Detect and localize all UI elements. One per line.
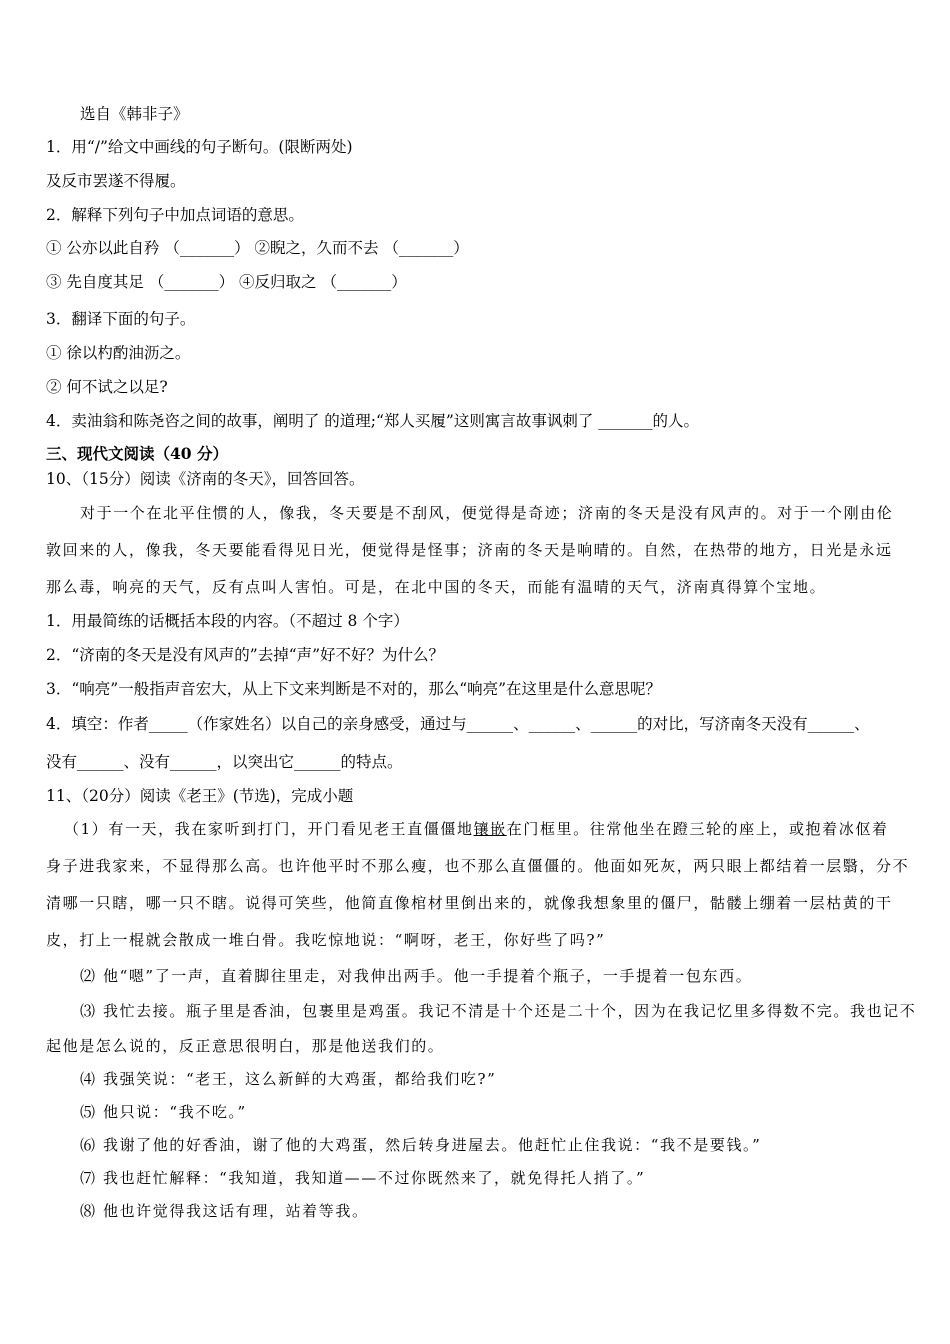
q2-prompt: 2．解释下列句子中加点词语的意思。 xyxy=(46,206,304,224)
q10-question-3: 3．“响亮”一般指声音宏大，从上下文来判断是不对的，那么“响亮”在这里是什么意思呢？ xyxy=(46,680,662,698)
q11-p1-line: 皮，打上一棍就会散成一堆白骨。我吃惊地说：“啊呀，老王，你好些了吗?” xyxy=(46,931,606,949)
q10-passage-line: 那么毒，响亮的天气，反有点叫人害怕。可是，在北中国的冬天，而能有温晴的天气，济南真得算个宝地。 xyxy=(46,578,827,596)
q11-p1-end: 在门框里。往常他坐在蹬三轮的座上，或抱着冰伛着 xyxy=(506,820,889,838)
source-line: 选自《韩非子》 xyxy=(80,105,189,123)
q11-p6: ⑹ 我谢了他的好香油，谢了他的大鸡蛋，然后转身进屋去。他赶忙止住我说：“我不是要钱。” xyxy=(80,1136,762,1154)
q11-p5: ⑸ 他只说：“我不吃。” xyxy=(80,1103,247,1121)
q11-heading: 11、（20分）阅读《老王》(节选)，完成小题 xyxy=(46,787,354,805)
q11-p2: ⑵ 他“嗯”了一声，直着脚往里走，对我伸出两手。他一手提着个瓶子，一手提着一包东西。 xyxy=(80,967,753,985)
q11-p1-line: 清哪一只瞎，哪一只不瞎。说得可笑些，他简直像棺材里倒出来的，就像我想象里的僵尸，骷髅上绷着一层枯黄的干 xyxy=(46,894,893,912)
q10-passage-line: 对于一个在北平住惯的人，像我，冬天要是不刮风，便觉得是奇迹；济南的冬天是没有风声的。对于一个刚由伦 xyxy=(80,504,894,522)
q11-p3-line: 起他是怎么说的，反正意思很明白，那是他送我们的。 xyxy=(46,1037,445,1055)
q3-prompt: 3．翻译下面的句子。 xyxy=(46,310,196,328)
q11-p8: ⑻ 他也许觉得我这话有理，站着等我。 xyxy=(80,1202,369,1220)
q11-p1-start: （1）有一天，我在家听到打门，开门看见老王直僵僵地 xyxy=(64,820,474,838)
q3-item2: ② 何不试之以足? xyxy=(46,378,168,396)
q10-question-4-cont: 没有______、没有______，以突出它______的特点。 xyxy=(46,753,403,771)
q11-p1-first-line xyxy=(64,819,889,839)
q11-p3-line: ⑶ 我忙去接。瓶子里是香油，包裹里是鸡蛋。我记不清是十个还是二十个，因为在我记忆里多得数不完。我也记不 xyxy=(80,1002,917,1020)
q11-p4: ⑷ 我强笑说：“老王，这么新鲜的大鸡蛋，都给我们吃?” xyxy=(80,1070,497,1088)
section3-title: 三、现代文阅读（40 分） xyxy=(46,444,228,463)
q1-sentence: 及反市罢遂不得履。 xyxy=(46,172,186,190)
q1-prompt: 1．用“/”给文中画线的句子断句。(限断两处) xyxy=(46,138,353,156)
q10-question-1: 1．用最简练的话概括本段的内容。（不超过 8 个字） xyxy=(46,612,409,630)
q10-heading: 10、（15分）阅读《济南的冬天》，回答回答。 xyxy=(46,470,365,488)
q3-item1: ① 徐以杓酌油沥之。 xyxy=(46,344,191,362)
q10-passage-line: 敦回来的人，像我，冬天要能看得见日光，便觉得是怪事；济南的冬天是响晴的。自然，在热带的地方，日光是永远 xyxy=(46,541,893,559)
q11-p1-line: 身子进我家来，不显得那么高。也许他平时不那么瘦，也不那么直僵僵的。他面如死灰，两只眼上都结着一层翳，分不 xyxy=(46,857,910,875)
q11-p7: ⑺ 我也赶忙解释：“我知道，我知道——不过你既然来了，就免得托人捎了。” xyxy=(80,1169,646,1187)
q10-question-4: 4．填空：作者_____（作家姓名）以自己的亲身感受，通过与______、______、______的对比，写济南冬天没有______、 xyxy=(46,715,870,733)
q2-row1: ① 公亦以此自矜 （_______） ②睨之，久而不去 （_______） xyxy=(46,239,469,257)
q4: 4．卖油翁和陈尧咨之间的故事，阐明了 的道理;“郑人买履”这则寓言故事讽刺了 _______的人。 xyxy=(46,412,700,430)
q11-p1-underlined-word: 镶嵌 xyxy=(473,820,507,838)
q10-question-2: 2．“济南的冬天是没有风声的”去掉“声”好不好？为什么？ xyxy=(46,646,445,664)
q2-row2: ③ 先自度其足 （_______） ④反归取之 （_______） xyxy=(46,273,407,291)
